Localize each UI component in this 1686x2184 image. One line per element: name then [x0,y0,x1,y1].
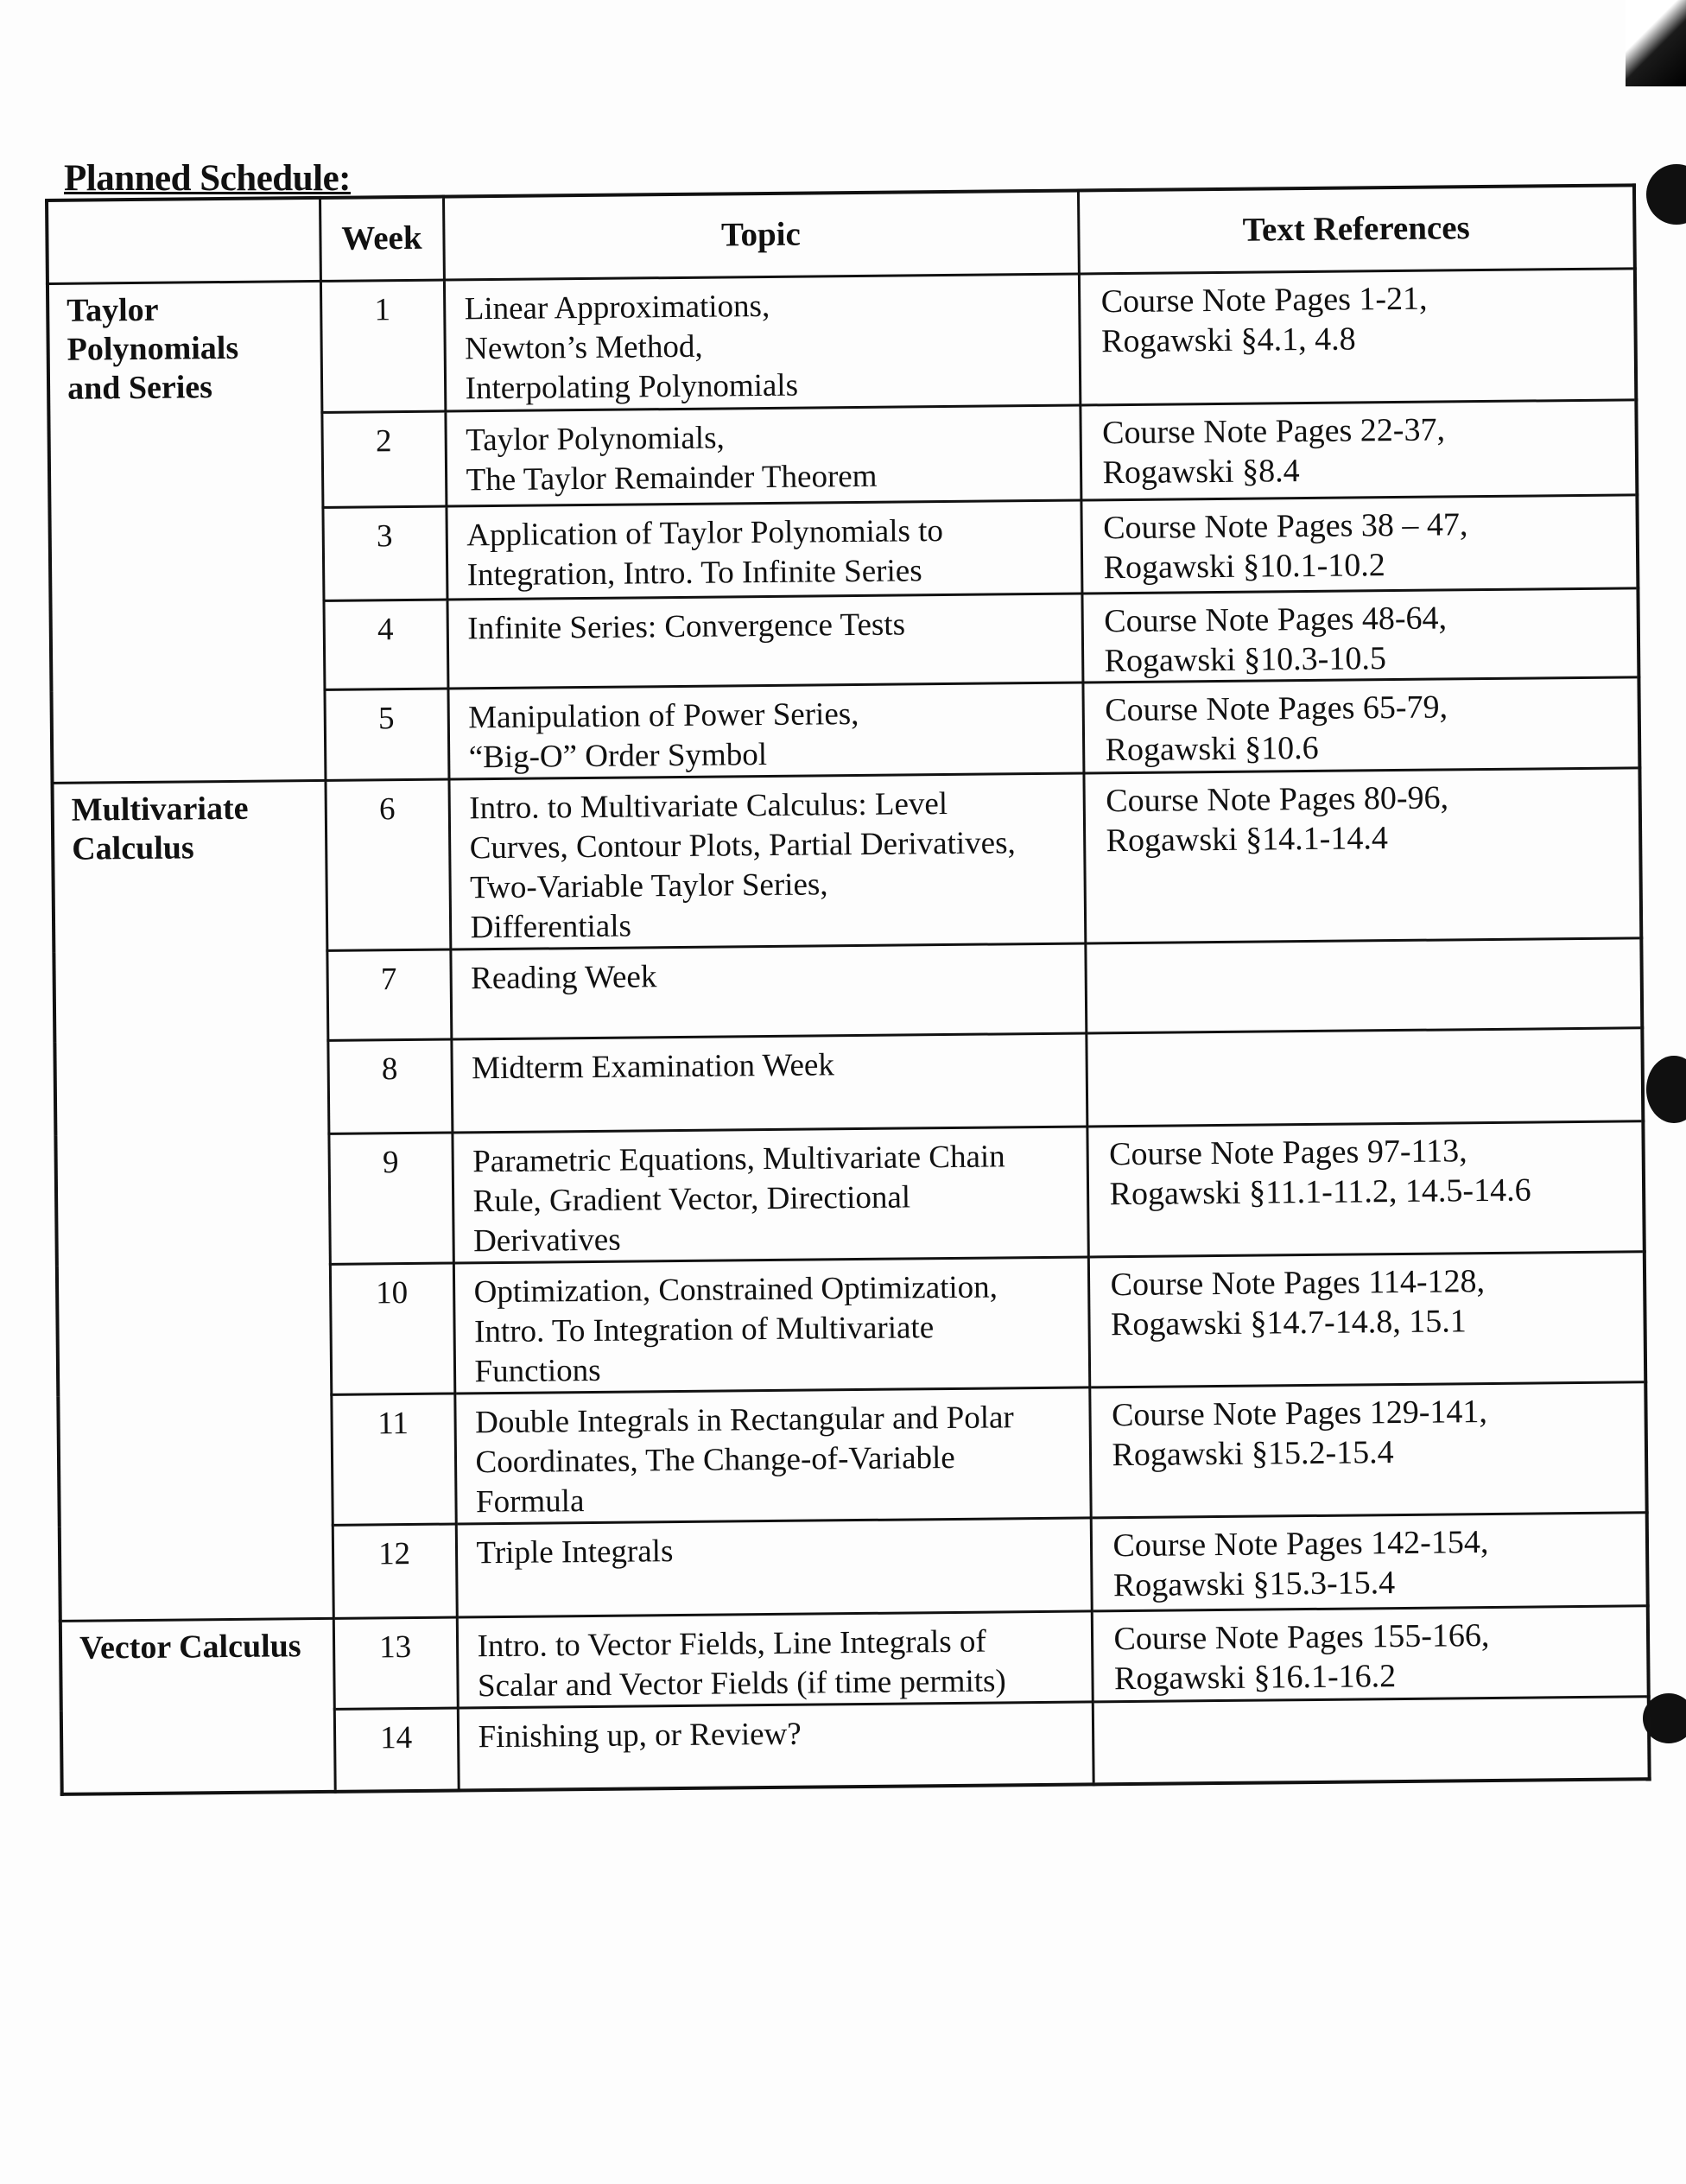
topic-cell: Optimization, Constrained Optimization, Intro. To Integration of Multivariate Functions [453,1256,1089,1393]
week-cell: 7 [326,949,451,1040]
week-cell: 14 [334,1707,459,1791]
week-cell: 4 [323,600,447,689]
topic-cell: Taylor Polynomials, The Taylor Remainder Theorem [445,405,1081,506]
topic-cell: Intro. to Vector Fields, Line Integrals of Scalar and Vector Fields (if time permits) [457,1610,1093,1707]
topic-cell: Application of Taylor Polynomials to Integration, Intro. To Infinite Series [446,500,1081,600]
week-cell: 2 [321,411,446,507]
schedule-table [45,183,1651,1796]
references-cell: Course Note Pages 1-21, Rogawski §4.1, 4.8 [1079,268,1636,404]
page-title: Planned Schedule: [64,158,351,199]
binder-hole-middle-icon [1646,1056,1686,1123]
week-cell: 8 [327,1039,452,1133]
table-header-row [47,185,1635,283]
references-cell: Course Note Pages 114-128, Rogawski §14.7-14.8, 15.1 [1088,1251,1645,1387]
week-cell: 13 [333,1616,458,1708]
references-cell: Course Note Pages 38 – 47, Rogawski §10.1-10.2 [1081,494,1638,593]
topic-cell: Infinite Series: Convergence Tests [447,593,1082,688]
references-cell [1086,1027,1643,1126]
topic-cell: Finishing up, or Review? [458,1701,1093,1790]
week-cell: 5 [324,689,448,780]
table-row [48,268,1636,415]
references-cell: Course Note Pages 48-64, Rogawski §10.3-10.5 [1081,587,1638,682]
topic-cell: Midterm Examination Week [451,1032,1087,1132]
references-cell: Course Note Pages 142-154, Rogawski §15.3-15.4 [1091,1512,1648,1610]
week-cell: 3 [322,506,447,600]
topic-cell: Manipulation of Power Series, “Big-O” Order Symbol [447,682,1083,778]
week-cell: 9 [328,1133,453,1264]
topic-header: Topic [443,191,1079,280]
week-cell: 10 [330,1263,454,1394]
references-cell: Course Note Pages 65-79, Rogawski §10.6 [1082,676,1639,772]
references-cell [1085,937,1642,1032]
topic-cell: Parametric Equations, Multivariate Chain Rule, Gradient Vector, Directional Derivatives [452,1126,1087,1262]
binder-hole-top-icon [1646,164,1686,225]
week-cell: 11 [331,1394,455,1525]
week-cell: 12 [333,1524,457,1618]
references-cell: Course Note Pages 22-37, Rogawski §8.4 [1080,399,1637,499]
section-label: Multivariate Calculus [71,790,249,867]
topic-cell: Intro. to Multivariate Calculus: Level Curves, Contour Plots, Partial Derivatives, Two-Variable Taylor Series, Differentials [448,772,1085,949]
topic-cell: Linear Approximations, Newton’s Method, Interpolating Polynomials [444,274,1080,411]
week-header: Week [320,197,444,281]
section-cell-taylor [48,281,326,783]
table-row [60,1605,1649,1711]
topic-cell: Double Integrals in Rectangular and Polar Coordinates, The Change-of-Variable Formula [454,1387,1090,1523]
topic-cell: Triple Integrals [456,1517,1092,1616]
section-cell-multivariate [52,780,333,1621]
references-cell: Course Note Pages 97-113, Rogawski §11.1-11.2, 14.5-14.6 [1087,1121,1644,1256]
topic-cell: Reading Week [450,943,1086,1038]
references-cell: Course Note Pages 80-96, Rogawski §14.1-14.4 [1083,767,1641,943]
section-cell-vector [60,1618,335,1794]
section-header [47,198,320,283]
table-row [52,767,1641,953]
references-header: Text References [1078,185,1635,273]
references-cell: Course Note Pages 155-166, Rogawski §16.1-16.2 [1092,1605,1649,1701]
references-cell: Course Note Pages 129-141, Rogawski §15.2-15.4 [1089,1381,1646,1517]
week-cell: 1 [320,280,445,412]
week-cell: 6 [325,779,450,950]
section-label: Vector Calculus [79,1627,301,1667]
section-label: Taylor Polynomials and Series [67,291,239,407]
references-cell [1093,1696,1650,1784]
scan-corner-shadow [1626,0,1686,86]
